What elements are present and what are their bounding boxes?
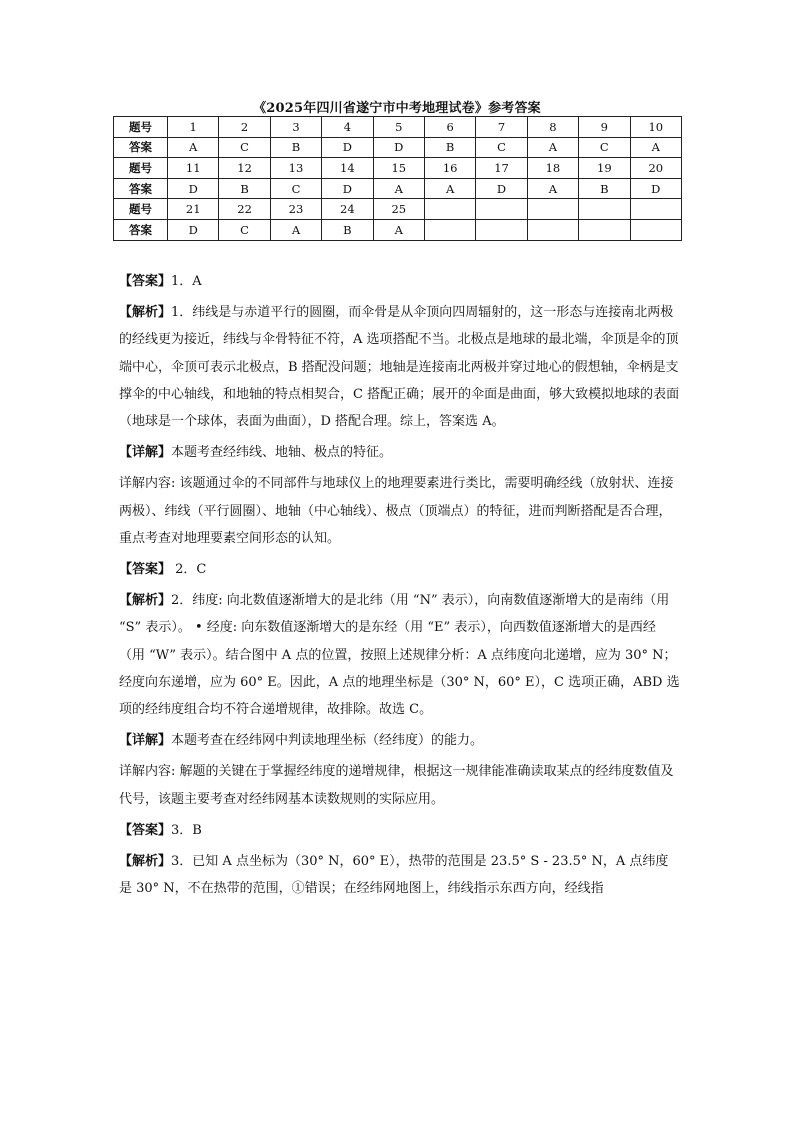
table-cell: B bbox=[270, 137, 321, 158]
table-cell bbox=[579, 199, 630, 220]
text-paragraph bbox=[119, 299, 681, 435]
section-text: 本题考查在经纬网中判读地理坐标（经纬度）的能力。 bbox=[171, 733, 484, 749]
table-cell bbox=[630, 199, 681, 220]
table-cell: A bbox=[424, 178, 475, 199]
table-cell: 17 bbox=[476, 158, 527, 179]
table-row bbox=[114, 199, 682, 220]
section-tag: 【解析】 bbox=[119, 854, 172, 870]
table-cell: 18 bbox=[527, 158, 578, 179]
table-cell: 3 bbox=[270, 117, 321, 138]
table-cell: B bbox=[424, 137, 475, 158]
table-cell: A bbox=[630, 137, 681, 158]
text-paragraph bbox=[119, 470, 681, 552]
section-text: 详解内容: 解题的关键在于掌握经纬度的递增规律，根据这一规律能准确读取某点的经纬度数值及代号，该题主要考查对经纬网基本读数规则的实际应用。 bbox=[119, 764, 674, 807]
table-row bbox=[114, 219, 682, 240]
section-tag: 【答案】 bbox=[119, 274, 172, 289]
section-tag: 【解析】 bbox=[119, 593, 172, 609]
table-cell: A bbox=[373, 219, 424, 240]
table-cell: A bbox=[527, 137, 578, 158]
table-cell bbox=[424, 199, 475, 220]
section-text: 3．B bbox=[171, 822, 202, 838]
table-cell: C bbox=[219, 219, 270, 240]
table-cell: 8 bbox=[527, 117, 578, 138]
answer-table-body bbox=[114, 117, 682, 241]
section-text: 1．纬线是与赤道平行的圆圈，而伞骨是从伞顶向四周辐射的，这一形态与连接南北两极的经线更为接近，纬线与伞骨特征不符，A 选项搭配不当。北极点是地球的最北端，伞顶是伞的顶端中心，伞顶可表示北极点，B 搭配没问题；地轴是连接南北两极并穿过地心的假想轴，伞柄是支撑伞的中心轴线，和地轴的特点相契合，C 搭配正确；展开的伞面是曲面，够大致模拟地球的表面（地球是一个球体，表面为曲面），D 搭配合理。综上，答案选 A。 bbox=[119, 305, 680, 430]
table-cell: 14 bbox=[322, 158, 373, 179]
section-text: 2．C bbox=[171, 562, 207, 578]
table-cell: 13 bbox=[270, 158, 321, 179]
table-cell bbox=[527, 219, 578, 240]
table-cell: D bbox=[322, 178, 373, 199]
table-cell: 7 bbox=[476, 117, 527, 138]
row-label: 答案 bbox=[114, 178, 168, 199]
table-cell: 25 bbox=[373, 199, 424, 220]
table-cell bbox=[424, 219, 475, 240]
answer-explanations bbox=[119, 268, 681, 906]
table-cell: B bbox=[219, 178, 270, 199]
text-paragraph bbox=[119, 268, 681, 295]
row-label: 题号 bbox=[114, 117, 168, 138]
section-text: 本题考查经纬线、地轴、极点的特征。 bbox=[171, 445, 393, 461]
section-text: 2．纬度: 向北数值逐渐增大的是北纬（用 “N” 表示），向南数值逐渐增大的是南纬（用 “S” 表示）。 • 经度: 向东数值逐渐增大的是东经（用 “E” 表示），向西数值逐渐增大的是西经（用 “W” 表示）。结合图中 A 点的位置，按照上述规律分析：A 点纬度向北递增，应为 30° N；经度向东递增，应为 60° E。因此，A 点的地理坐标是（30° N，60° E），C 选项正确，ABD 选项的经纬度组合均不符合递增规律，故排除。故选 C。 bbox=[119, 593, 680, 718]
section-tag: 【详解】 bbox=[119, 445, 172, 461]
table-cell: A bbox=[373, 178, 424, 199]
table-cell: D bbox=[168, 219, 219, 240]
table-cell bbox=[630, 219, 681, 240]
table-cell: D bbox=[322, 137, 373, 158]
table-cell: 24 bbox=[322, 199, 373, 220]
table-cell: B bbox=[322, 219, 373, 240]
table-cell: A bbox=[168, 137, 219, 158]
table-cell: 20 bbox=[630, 158, 681, 179]
table-cell: 2 bbox=[219, 117, 270, 138]
table-cell: C bbox=[579, 137, 630, 158]
table-cell: D bbox=[630, 178, 681, 199]
table-row bbox=[114, 137, 682, 158]
table-cell: C bbox=[476, 137, 527, 158]
text-paragraph bbox=[119, 848, 681, 902]
table-cell: 1 bbox=[168, 117, 219, 138]
table-row bbox=[114, 117, 682, 138]
table-cell bbox=[527, 199, 578, 220]
table-cell: 12 bbox=[219, 158, 270, 179]
row-label: 答案 bbox=[114, 219, 168, 240]
section-tag: 【答案】 bbox=[119, 562, 172, 578]
table-cell: 22 bbox=[219, 199, 270, 220]
text-paragraph bbox=[119, 727, 681, 754]
section-text: 1．A bbox=[171, 274, 202, 289]
table-cell: C bbox=[219, 137, 270, 158]
section-tag: 【详解】 bbox=[119, 733, 172, 749]
text-paragraph bbox=[119, 556, 681, 583]
section-text: 3．已知 A 点坐标为（30° N，60° E），热带的范围是 23.5° S - 23.5° N，A 点纬度是 30° N，不在热带的范围，①错误；在经纬网地图上，纬线指示东西方向，经线指 bbox=[119, 854, 669, 897]
table-cell: D bbox=[476, 178, 527, 199]
table-row bbox=[114, 178, 682, 199]
text-paragraph bbox=[119, 758, 681, 812]
table-cell bbox=[579, 219, 630, 240]
row-label: 答案 bbox=[114, 137, 168, 158]
table-cell: A bbox=[527, 178, 578, 199]
table-cell: D bbox=[373, 137, 424, 158]
text-paragraph bbox=[119, 587, 681, 723]
answer-table bbox=[113, 116, 682, 241]
table-cell: C bbox=[270, 178, 321, 199]
table-cell: 4 bbox=[322, 117, 373, 138]
table-cell: 6 bbox=[424, 117, 475, 138]
section-text: 详解内容: 该题通过伞的不同部件与地球仪上的地理要素进行类比，需要明确经线（放射状、连接两极）、纬线（平行圆圈）、地轴（中心轴线）、极点（顶端点）的特征，进而判断搭配是否合理，重点考查对地理要素空间形态的认知。 bbox=[119, 476, 674, 546]
table-cell: 16 bbox=[424, 158, 475, 179]
table-cell: 15 bbox=[373, 158, 424, 179]
text-paragraph bbox=[119, 439, 681, 466]
table-cell: 11 bbox=[168, 158, 219, 179]
row-label: 题号 bbox=[114, 199, 168, 220]
text-paragraph bbox=[119, 817, 681, 844]
table-cell: D bbox=[168, 178, 219, 199]
table-cell bbox=[476, 219, 527, 240]
table-cell bbox=[476, 199, 527, 220]
table-cell: 19 bbox=[579, 158, 630, 179]
section-tag: 【答案】 bbox=[119, 822, 172, 838]
table-cell: 10 bbox=[630, 117, 681, 138]
table-cell: 21 bbox=[168, 199, 219, 220]
table-cell: A bbox=[270, 219, 321, 240]
section-tag: 【解析】 bbox=[119, 305, 172, 321]
row-label: 题号 bbox=[114, 158, 168, 179]
table-cell: 5 bbox=[373, 117, 424, 138]
table-row bbox=[114, 158, 682, 179]
table-cell: B bbox=[579, 178, 630, 199]
document-title: 《2025年四川省遂宁市中考地理试卷》参考答案 bbox=[253, 101, 541, 116]
table-cell: 9 bbox=[579, 117, 630, 138]
table-cell: 23 bbox=[270, 199, 321, 220]
